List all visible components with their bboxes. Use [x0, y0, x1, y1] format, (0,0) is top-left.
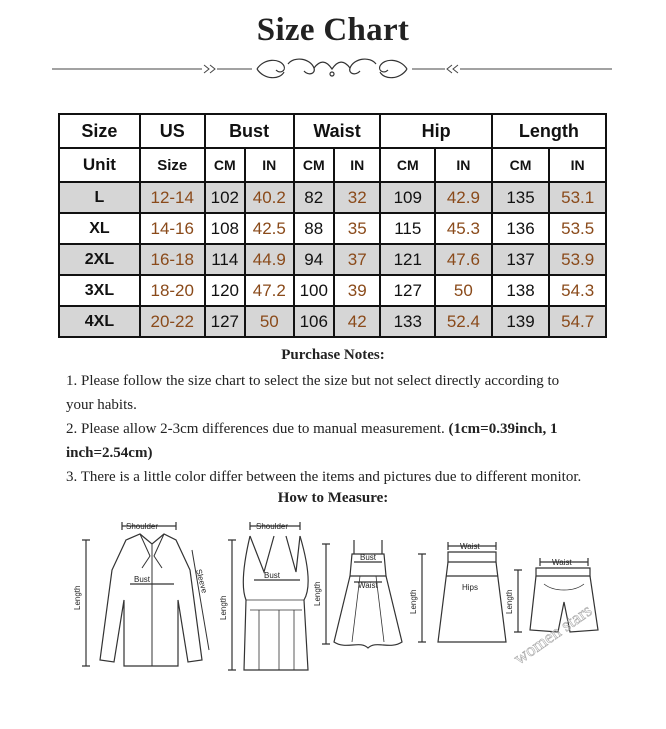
hip-in-cell: 52.4 [435, 306, 492, 337]
size-cell: 3XL [59, 275, 140, 306]
table-unit-row [59, 148, 606, 182]
shoulder-label: Shoulder [126, 522, 159, 531]
waist-in-cell: 42 [334, 306, 381, 337]
bust-cm-cell: 108 [205, 213, 245, 244]
bust-cm-cell: 127 [205, 306, 245, 337]
shoulder-label: Shoulder [256, 522, 289, 531]
watermark-text: women stars [509, 599, 596, 669]
header-hip: Hip [380, 114, 491, 148]
waist-in-cell: 39 [334, 275, 381, 306]
note-2-conversion-cont: inch=2.54cm) [66, 445, 153, 461]
length-in-cell: 54.7 [549, 306, 606, 337]
waist-cm-cell: 94 [294, 244, 334, 275]
hip-in-cell: 50 [435, 275, 492, 306]
header-length: Length [492, 114, 606, 148]
table-row [59, 275, 606, 306]
waist-cm-cell: 88 [294, 213, 334, 244]
size-cell: XL [59, 213, 140, 244]
bust-label: Bust [134, 575, 151, 584]
hip-in-cell: 45.3 [435, 213, 492, 244]
unit-in: IN [549, 148, 606, 182]
waist-cm-cell: 106 [294, 306, 334, 337]
note-1-line-2: your habits. [66, 397, 137, 413]
header-us: US [140, 114, 205, 148]
bust-in-cell: 47.2 [245, 275, 294, 306]
unit-cm: CM [492, 148, 550, 182]
hip-cm-cell: 115 [380, 213, 435, 244]
length-label: Length [73, 585, 82, 610]
header-unit: Unit [59, 148, 140, 182]
page-title: Size Chart [256, 12, 410, 48]
size-cell: 4XL [59, 306, 140, 337]
waist-label: Waist [552, 558, 572, 567]
unit-cm: CM [380, 148, 435, 182]
how-to-measure-title: How to Measure: [277, 490, 389, 506]
us-size-cell: 16-18 [140, 244, 205, 275]
length-cm-cell: 137 [492, 244, 550, 275]
bust-in-cell: 50 [245, 306, 294, 337]
unit-in: IN [334, 148, 381, 182]
waist-cm-cell: 100 [294, 275, 334, 306]
blouse-diagram [82, 522, 209, 666]
unit-cm: CM [205, 148, 245, 182]
unit-in: IN [245, 148, 294, 182]
size-cell: L [59, 182, 140, 213]
us-size-cell: 14-16 [140, 213, 205, 244]
tank-top-diagram [228, 522, 308, 670]
bust-cm-cell: 102 [205, 182, 245, 213]
bust-in-cell: 40.2 [245, 182, 294, 213]
hip-cm-cell: 127 [380, 275, 435, 306]
purchase-notes-title: Purchase Notes: [281, 347, 385, 363]
hip-in-cell: 42.9 [435, 182, 492, 213]
waist-in-cell: 37 [334, 244, 381, 275]
us-size-cell: 12-14 [140, 182, 205, 213]
bust-cm-cell: 114 [205, 244, 245, 275]
header-size: Size [59, 114, 140, 148]
hip-cm-cell: 133 [380, 306, 435, 337]
table-row [59, 213, 606, 244]
us-size-cell: 18-20 [140, 275, 205, 306]
measurement-diagrams [64, 510, 634, 685]
table-row [59, 244, 606, 275]
length-in-cell: 54.3 [549, 275, 606, 306]
bust-label: Bust [264, 571, 281, 580]
note-2-text: 2. Please allow 2-3cm differences due to manual measurement. [66, 421, 449, 437]
bust-label: Bust [360, 553, 377, 562]
note-1-line-1: 1. Please follow the size chart to select the size but not select directly according to [66, 373, 560, 389]
size-table [58, 113, 607, 338]
bust-in-cell: 44.9 [245, 244, 294, 275]
waist-cm-cell: 82 [294, 182, 334, 213]
length-in-cell: 53.1 [549, 182, 606, 213]
us-size-cell: 20-22 [140, 306, 205, 337]
unit-cm: CM [294, 148, 334, 182]
note-2-conversion: (1cm=0.39inch, 1 [448, 421, 558, 437]
waist-label: Waist [460, 542, 480, 551]
hip-in-cell: 47.6 [435, 244, 492, 275]
length-cm-cell: 135 [492, 182, 550, 213]
length-cm-cell: 138 [492, 275, 550, 306]
table-row [59, 306, 606, 337]
header-bust: Bust [205, 114, 294, 148]
length-in-cell: 53.9 [549, 244, 606, 275]
note-3: 3. There is a little color differ between the items and pictures due to different monitor. [66, 469, 582, 485]
bust-cm-cell: 120 [205, 275, 245, 306]
waist-label: Waist [358, 581, 378, 590]
hip-cm-cell: 109 [380, 182, 435, 213]
table-header-row [59, 114, 606, 148]
sleeve-label: Sleeve [194, 568, 210, 595]
length-label: Length [409, 589, 418, 614]
skirt-diagram [418, 542, 506, 642]
waist-in-cell: 35 [334, 213, 381, 244]
table-row [59, 182, 606, 213]
hips-label: Hips [462, 583, 479, 592]
length-label: Length [505, 589, 514, 614]
length-label: Length [313, 581, 322, 606]
ornament-divider [52, 54, 612, 84]
header-waist: Waist [294, 114, 381, 148]
note-2-line-2 [66, 442, 152, 464]
note-2-line-1 [66, 418, 557, 440]
waist-in-cell: 32 [334, 182, 381, 213]
bust-in-cell: 42.5 [245, 213, 294, 244]
unit-in: IN [435, 148, 492, 182]
length-cm-cell: 139 [492, 306, 550, 337]
length-in-cell: 53.5 [549, 213, 606, 244]
size-cell: 2XL [59, 244, 140, 275]
hip-cm-cell: 121 [380, 244, 435, 275]
length-label: Length [219, 595, 228, 620]
header-us-size: Size [140, 148, 205, 182]
length-cm-cell: 136 [492, 213, 550, 244]
